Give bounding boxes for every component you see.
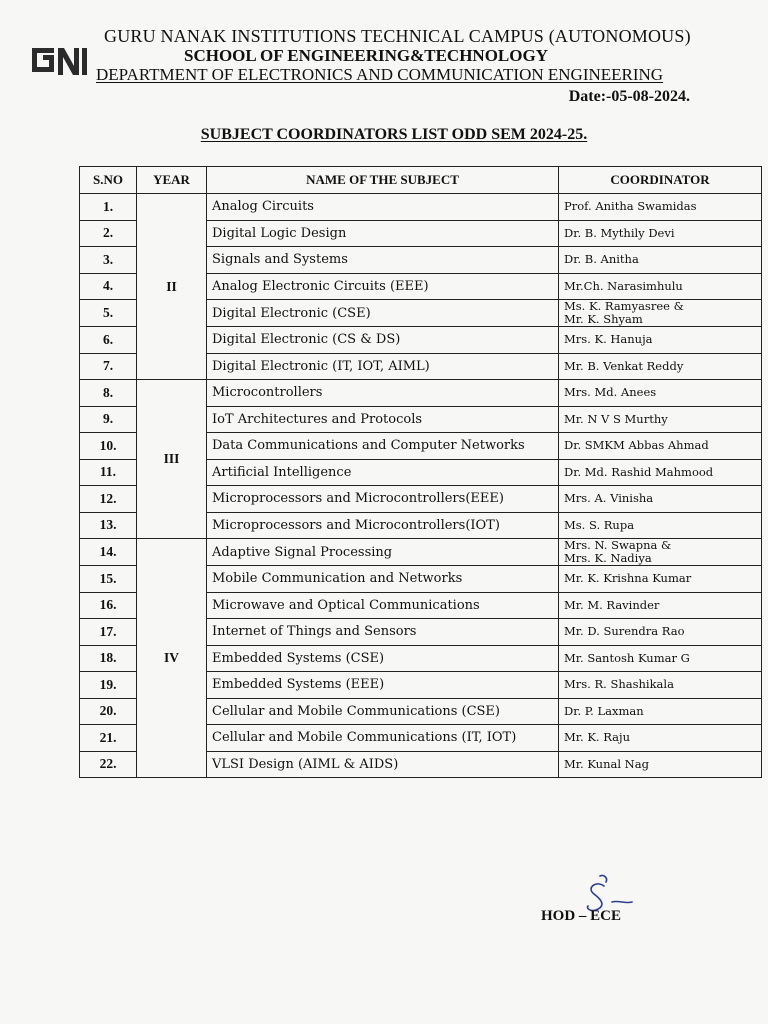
cell-subject: Cellular and Mobile Communications (CSE) [207, 698, 559, 725]
cell-coordinator: Mrs. Md. Anees [559, 380, 762, 407]
cell-sno: 15. [80, 566, 137, 593]
school-name: SCHOOL OF ENGINEERING&TECHNOLOGY [184, 46, 548, 65]
cell-sno: 12. [80, 486, 137, 513]
column-header-subject: NAME OF THE SUBJECT [207, 167, 559, 194]
letterhead [96, 26, 716, 84]
table-row [80, 194, 762, 221]
column-header-sno: S.NO [80, 167, 137, 194]
cell-sno: 16. [80, 592, 137, 619]
cell-subject: Signals and Systems [207, 247, 559, 274]
institution-logo [28, 40, 90, 80]
cell-sno: 4. [80, 273, 137, 300]
cell-sno: 22. [80, 751, 137, 778]
table-row [80, 539, 762, 566]
coordinators-table [79, 166, 762, 778]
column-header-coordinator: COORDINATOR [559, 167, 762, 194]
cell-subject: Analog Circuits [207, 194, 559, 221]
cell-subject: Digital Logic Design [207, 220, 559, 247]
cell-subject: Analog Electronic Circuits (EEE) [207, 273, 559, 300]
cell-sno: 11. [80, 459, 137, 486]
cell-coordinator: Dr. P. Laxman [559, 698, 762, 725]
signatory-label: HOD – ECE [541, 908, 622, 924]
cell-coordinator: Mr. M. Ravinder [559, 592, 762, 619]
cell-subject: Embedded Systems (EEE) [207, 672, 559, 699]
cell-coordinator: Dr. B. Anitha [559, 247, 762, 274]
cell-sno: 20. [80, 698, 137, 725]
cell-coordinator: Dr. Md. Rashid Mahmood [559, 459, 762, 486]
cell-subject: Digital Electronic (CSE) [207, 300, 559, 327]
cell-subject: Digital Electronic (CS & DS) [207, 327, 559, 354]
cell-sno: 5. [80, 300, 137, 327]
cell-sno: 3. [80, 247, 137, 274]
cell-coordinator: Ms. K. Ramyasree & Mr. K. Shyam [559, 300, 762, 327]
cell-sno: 21. [80, 725, 137, 752]
cell-subject: Internet of Things and Sensors [207, 619, 559, 646]
cell-subject: Microprocessors and Microcontrollers(IOT) [207, 512, 559, 539]
cell-sno: 9. [80, 406, 137, 433]
cell-subject: VLSI Design (AIML & AIDS) [207, 751, 559, 778]
cell-subject: Microwave and Optical Communications [207, 592, 559, 619]
cell-coordinator: Mr. B. Venkat Reddy [559, 353, 762, 380]
table-row [80, 380, 762, 407]
cell-sno: 17. [80, 619, 137, 646]
cell-coordinator: Mrs. R. Shashikala [559, 672, 762, 699]
cell-coordinator: Dr. B. Mythily Devi [559, 220, 762, 247]
cell-subject: Microcontrollers [207, 380, 559, 407]
cell-subject: Mobile Communication and Networks [207, 566, 559, 593]
cell-coordinator: Dr. SMKM Abbas Ahmad [559, 433, 762, 460]
cell-sno: 6. [80, 327, 137, 354]
cell-coordinator: Mrs. K. Hanuja [559, 327, 762, 354]
cell-coordinator: Ms. S. Rupa [559, 512, 762, 539]
cell-coordinator: Prof. Anitha Swamidas [559, 194, 762, 221]
table-body [80, 194, 762, 778]
cell-subject: IoT Architectures and Protocols [207, 406, 559, 433]
cell-year: II [137, 194, 207, 380]
column-header-year: YEAR [137, 167, 207, 194]
cell-sno: 13. [80, 512, 137, 539]
cell-sno: 8. [80, 380, 137, 407]
cell-sno: 2. [80, 220, 137, 247]
cell-subject: Adaptive Signal Processing [207, 539, 559, 566]
cell-subject: Artificial Intelligence [207, 459, 559, 486]
cell-subject: Cellular and Mobile Communications (IT, IOT) [207, 725, 559, 752]
cell-coordinator: Mr. Kunal Nag [559, 751, 762, 778]
cell-coordinator: Mrs. A. Vinisha [559, 486, 762, 513]
cell-sno: 14. [80, 539, 137, 566]
cell-coordinator: Mr. D. Surendra Rao [559, 619, 762, 646]
cell-coordinator: Mr. K. Raju [559, 725, 762, 752]
cell-subject: Digital Electronic (IT, IOT, AIML) [207, 353, 559, 380]
cell-subject: Embedded Systems (CSE) [207, 645, 559, 672]
cell-coordinator: Mr.Ch. Narasimhulu [559, 273, 762, 300]
cell-sno: 19. [80, 672, 137, 699]
cell-coordinator: Mr. Santosh Kumar G [559, 645, 762, 672]
cell-year: IV [137, 539, 207, 778]
cell-subject: Microprocessors and Microcontrollers(EEE) [207, 486, 559, 513]
cell-sno: 18. [80, 645, 137, 672]
document-date: Date:-05-08-2024. [568, 88, 690, 105]
cell-sno: 7. [80, 353, 137, 380]
cell-coordinator: Mr. N V S Murthy [559, 406, 762, 433]
cell-sno: 10. [80, 433, 137, 460]
table-header-row [80, 167, 762, 194]
cell-sno: 1. [80, 194, 137, 221]
document-title: SUBJECT COORDINATORS LIST ODD SEM 2024-25. [200, 126, 588, 143]
institution-name: GURU NANAK INSTITUTIONS TECHNICAL CAMPUS (AUTONOMOUS) [104, 26, 691, 46]
cell-subject: Data Communications and Computer Networks [207, 433, 559, 460]
cell-coordinator: Mr. K. Krishna Kumar [559, 566, 762, 593]
cell-coordinator: Mrs. N. Swapna & Mrs. K. Nadiya [559, 539, 762, 566]
department-name: DEPARTMENT OF ELECTRONICS AND COMMUNICATION ENGINEERING [96, 65, 664, 84]
cell-year: III [137, 380, 207, 539]
